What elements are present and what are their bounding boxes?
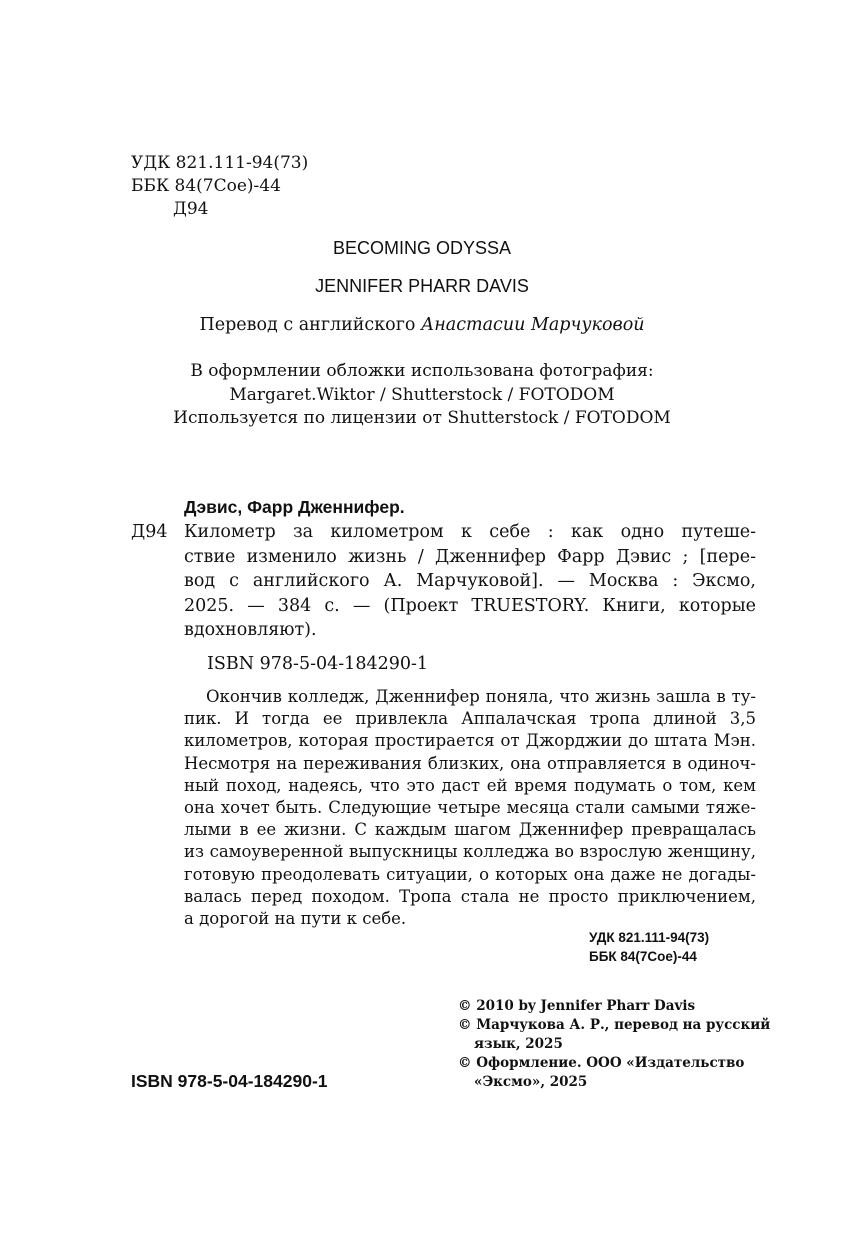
copyright-block: [458, 997, 778, 1092]
catalog-isbn: ISBN 978-5-04-184290-1: [207, 654, 429, 674]
classification-udk: УДК 821.111-94(73): [589, 930, 710, 945]
header-classification: [131, 152, 308, 221]
cover-credit-line: В оформлении обложки использована фотография:: [190, 361, 654, 381]
cover-credit: [0, 360, 844, 431]
catalog-line: ствие изменило жизнь / Дженнифер Фарр Дэвис ; [пере-: [184, 546, 756, 567]
translation-prefix: Перевод с английского: [199, 315, 416, 335]
annotation-line: пик. И тогда ее привлекла Аппалачская тропа длиной 3,5: [184, 709, 756, 729]
catalog-line: 2025. — 384 с. — (Проект TRUESTORY. Книги, которые: [184, 595, 756, 616]
annotation: [184, 686, 756, 930]
annotation-line: готовую преодолевать ситуации, о которых она даже не догады-: [184, 864, 756, 884]
copyright-line: «Эксмо», 2025: [474, 1074, 588, 1090]
translator-name: Анастасии Марчуковой: [421, 315, 645, 335]
catalog-code: Д94: [131, 522, 168, 542]
classification-block: [589, 928, 709, 966]
annotation-line: из самоуверенной выпускницы колледжа во взрослую женщину,: [184, 842, 756, 862]
copyright-line: © Марчукова А. Р., перевод на русский: [458, 1017, 771, 1033]
annotation-line: Окончив колледж, Дженнифер поняла, что жизнь зашла в ту-: [206, 687, 756, 706]
classification-bbk: ББК 84(7Сое)-44: [589, 949, 697, 964]
catalog-description: [184, 520, 756, 643]
copyright-line: язык, 2025: [474, 1036, 563, 1052]
annotation-line: Несмотря на переживания близких, она отправляется в одиноч-: [184, 753, 756, 773]
original-author: JENNIFER PHARR DAVIS: [315, 276, 529, 296]
translation-credit: [0, 315, 844, 335]
annotation-line: она хочет быть. Следующие четыре месяца стали самыми тяже-: [184, 797, 756, 817]
original-title: BECOMING ODYSSA: [332, 238, 512, 258]
copyright-line: © 2010 by Jennifer Pharr Davis: [458, 998, 696, 1014]
annotation-line: ный поход, надеясь, что это даст ей время подумать о том, кем: [184, 775, 756, 795]
catalog-line: Километр за километром к себе : как одно путеше-: [184, 522, 756, 542]
annotation-line: лыми в ее жизни. С каждым шагом Дженнифер превращалась: [184, 820, 756, 840]
cover-credit-line: Используется по лицензии от Shutterstock / FOTODOM: [173, 408, 671, 428]
catalog-line: вод с английского А. Марчуковой]. — Москва : Эксмо,: [184, 571, 756, 591]
copyright-line: © Оформление. ООО «Издательство: [458, 1055, 745, 1071]
header-author-code: Д94: [173, 199, 209, 219]
header-bbk: ББК 84(7Сое)-44: [131, 176, 281, 196]
annotation-line: километров, которая простирается от Джорджии до штата Мэн.: [184, 731, 756, 751]
catalog-line: вдохновляют).: [184, 620, 317, 640]
header-udk: УДК 821.111-94(73): [131, 153, 309, 173]
footer-isbn: ISBN 978-5-04-184290-1: [131, 1071, 328, 1091]
catalog-author: Дэвис, Фарр Дженнифер.: [184, 497, 405, 517]
annotation-line: а дорогой на пути к себе.: [184, 908, 407, 928]
annotation-line: валась перед походом. Тропа стала не просто приключением,: [184, 886, 756, 906]
cover-credit-line: Margaret.Wiktor / Shutterstock / FOTODOM: [229, 384, 615, 405]
